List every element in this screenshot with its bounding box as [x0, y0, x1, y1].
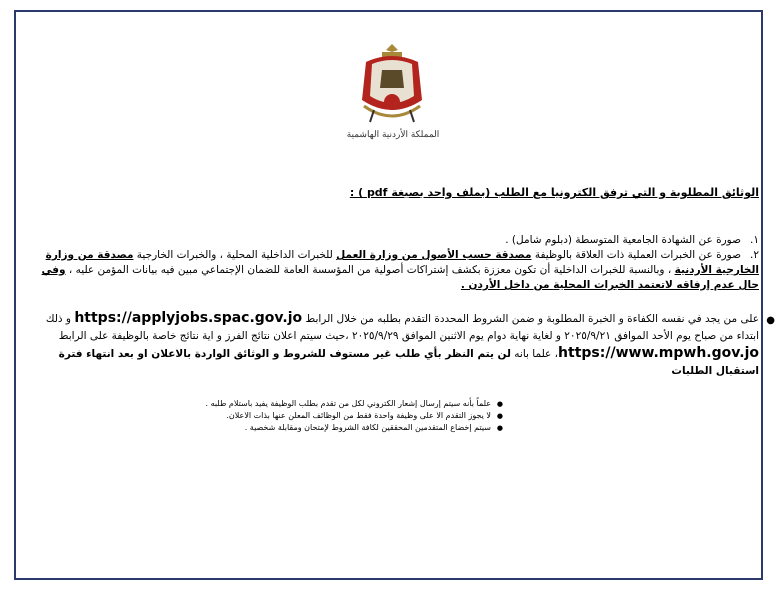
note-text: سيتم إخضاع المتقدمين المحققين لكافة الشروط لإمتحان ومقابلة شخصية .: [244, 423, 491, 432]
item-text: ، وبالنسبة للخبرات الداخلية أن تكون معززة بكشف إشتراكات أصولية من المؤسسة العامة للضمان الإجتماعي مبين فيه بيانات المؤمن عليه ،: [65, 264, 675, 276]
instruction-text: على من يجد في نفسه الكفاءة و الخبرة المطلوبة و ضمن الشروط المحددة التقدم بطلبه من خلال الرابط: [302, 313, 759, 325]
required-documents-heading: الوثائق المطلوبة و التي ترفق الكترونيا مع الطلب (بملف واحد بصيغة pdf ) :: [349, 186, 759, 199]
list-item: [23, 248, 759, 293]
note-item: [161, 398, 503, 410]
labor-ministry-certification: مصدقة حسب الأصول من وزارة العمل: [336, 249, 532, 261]
coat-of-arms-icon: [352, 40, 432, 130]
instruction-text: ، علما بانه: [510, 348, 559, 360]
rejection-warning: لن يتم النظر بأي طلب غير مستوف للشروط و الوثائق الواردة بالاعلان او بعد انتهاء فترة استقبال الطلبات: [58, 348, 759, 377]
note-text: علماً بأنه سيتم إرسال إشعار الكتروني لكل من تقدم بطلب الوظيفة يفيد باستلام طلبه .: [205, 399, 491, 408]
foreign-ministry-certification: مصدقة من وزارة الخارجية الأردنية: [45, 249, 759, 276]
item-text: صورة عن الخبرات العملية ذات العلاقة بالوظيفة: [531, 249, 741, 261]
item-text: صورة عن الشهادة الجامعية المتوسطة (دبلوم شامل) .: [505, 234, 741, 246]
item-text: من داخل الأردن .: [460, 279, 554, 291]
item-number: ٢.: [750, 249, 759, 261]
list-item: [23, 233, 759, 248]
bullet-icon: ●: [766, 315, 775, 326]
application-instructions: [23, 310, 775, 380]
emblem-caption: المملكة الأردنية الهاشمية: [346, 130, 440, 140]
note-text: لا يجوز التقدم الا على وظيفة واحدة فقط من الوظائف المعلن عنها بذات الاعلان.: [226, 411, 491, 420]
documents-list: [23, 233, 759, 293]
bullet-icon: ●: [496, 424, 503, 432]
notes-list: [161, 398, 503, 434]
bullet-icon: ●: [496, 400, 503, 408]
mpwh-link[interactable]: https://www.mpwh.gov.jo: [558, 345, 759, 361]
note-item: [161, 422, 503, 434]
bullet-icon: ●: [496, 412, 503, 420]
note-item: [161, 410, 503, 422]
instruction-text: و ذلك ابتداء من صباح يوم الأحد الموافق ٢٠٢٥/٩/٢١ و لغاية نهاية دوام يوم الاثنين الموافق ٢٠٢٥/٩/٢٩ ،حيث سيتم اعلان نتائج الفرز و اية نتائج خاصة بالوظيفة على الرابط: [45, 313, 759, 342]
item-number: ١.: [750, 234, 759, 246]
apply-jobs-link[interactable]: https://applyjobs.spac.gov.jo: [74, 310, 303, 326]
item-text: للخبرات الداخلية المحلية ، والخبرات الخارجية: [133, 249, 337, 261]
local-experience-warning: وفي حال عدم إرفاقه لاتعتمد الخبرات المحلية: [41, 264, 759, 291]
